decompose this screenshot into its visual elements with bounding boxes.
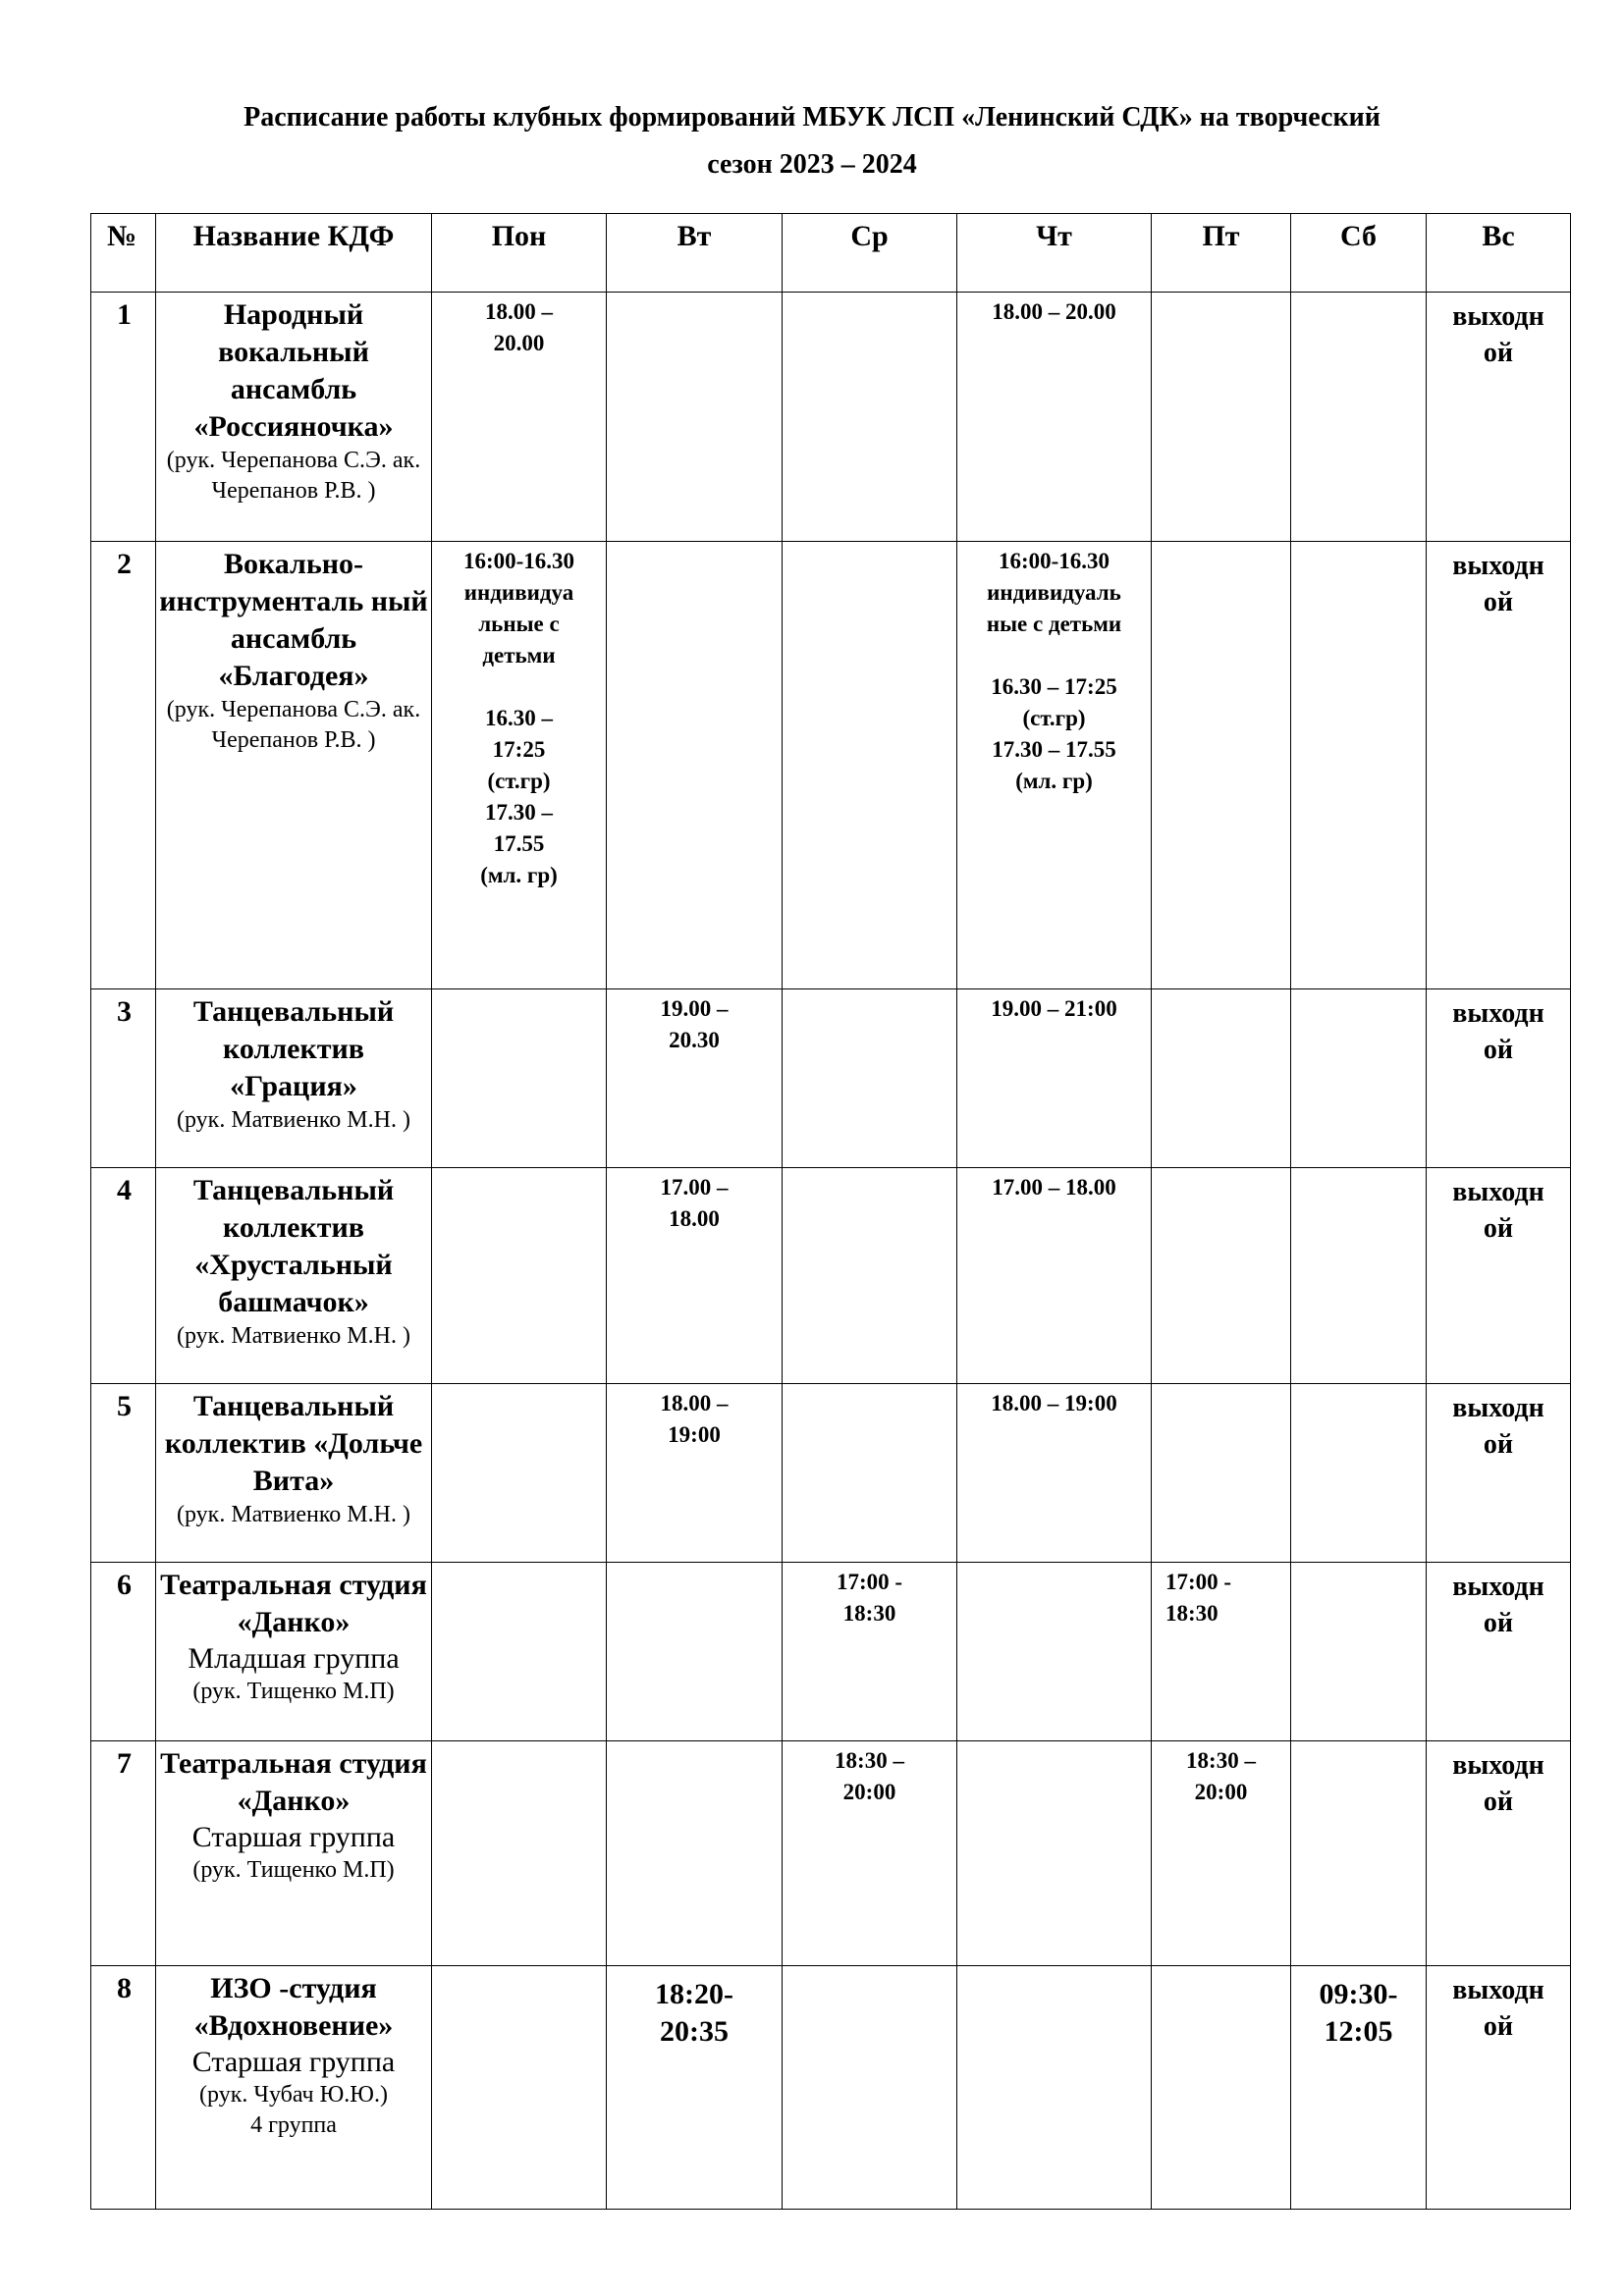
header-row: [91, 214, 1571, 293]
cell-wed: 18:30 – 20:00: [783, 1741, 957, 1966]
cell-tue: [607, 542, 783, 989]
cell-tue: 18.00 – 19:00: [607, 1384, 783, 1563]
group-lead: (рук. Матвиенко М.Н. ): [177, 1502, 410, 1527]
cell-sun: выходн ой: [1427, 1563, 1571, 1741]
table-row: [91, 1563, 1571, 1741]
cell-thu: 17.00 – 18.00: [957, 1168, 1152, 1384]
cell-wed: [783, 1966, 957, 2210]
group-name: ИЗО -студия «Вдохновение»: [193, 1972, 394, 2042]
cell-thu: [957, 1741, 1152, 1966]
group-lead: (рук. Матвиенко М.Н. ): [177, 1323, 410, 1349]
header-wed: Ср: [783, 214, 957, 293]
cell-thu: [957, 1563, 1152, 1741]
cell-sat: [1291, 1563, 1427, 1741]
group-extra: 4 группа: [250, 2112, 337, 2138]
group-name: Театральная студия «Данко»: [160, 1747, 427, 1817]
cell-fri: [1152, 293, 1291, 542]
cell-tue: 18:20- 20:35: [607, 1966, 783, 2210]
cell-sun: выходн ой: [1427, 1741, 1571, 1966]
group-lead: (рук. Тищенко М.П): [192, 1857, 395, 1883]
group-name-cell: [156, 293, 432, 542]
header-tue: Вт: [607, 214, 783, 293]
group-name: Танцевальный коллектив «Хрустальный башмачок»: [192, 1174, 395, 1318]
cell-mon: [432, 1563, 607, 1741]
group-name-cell: [156, 1168, 432, 1384]
header-mon: Пон: [432, 214, 607, 293]
cell-sat: [1291, 989, 1427, 1168]
table-row: [91, 1168, 1571, 1384]
cell-thu: 18.00 – 20.00: [957, 293, 1152, 542]
group-lead: (рук. Тищенко М.П): [192, 1679, 395, 1704]
group-name-cell: [156, 1384, 432, 1563]
schedule-table: [90, 213, 1571, 2210]
cell-tue: [607, 1563, 783, 1741]
cell-sat: [1291, 542, 1427, 989]
row-number: 6: [91, 1563, 156, 1741]
cell-tue: [607, 293, 783, 542]
page-title: [90, 94, 1534, 188]
cell-sat: [1291, 293, 1427, 542]
group-lead: (рук. Черепанова С.Э. ак. Черепанов Р.В. ): [166, 697, 421, 753]
cell-thu: [957, 1966, 1152, 2210]
cell-mon: [432, 1741, 607, 1966]
table-row: [91, 989, 1571, 1168]
cell-sat: [1291, 1168, 1427, 1384]
header-fri: Пт: [1152, 214, 1291, 293]
title-line-1: Расписание работы клубных формирований МБУК ЛСП «Ленинский СДК» на творческий: [244, 102, 1380, 133]
cell-fri: 17:00 - 18:30: [1152, 1563, 1291, 1741]
header-sat: Сб: [1291, 214, 1427, 293]
table-row: [91, 293, 1571, 542]
group-subgroup: Младшая группа: [188, 1642, 400, 1675]
group-name: Вокально-инструменталь ный ансамбль «Благодея»: [159, 548, 428, 692]
cell-sat: [1291, 1741, 1427, 1966]
group-name-cell: [156, 989, 432, 1168]
group-name-cell: [156, 1741, 432, 1966]
cell-tue: [607, 1741, 783, 1966]
row-number: 2: [91, 542, 156, 989]
cell-tue: 19.00 – 20.30: [607, 989, 783, 1168]
cell-mon: [432, 989, 607, 1168]
table-row: [91, 1966, 1571, 2210]
cell-fri: [1152, 989, 1291, 1168]
table-row: [91, 1384, 1571, 1563]
row-number: 4: [91, 1168, 156, 1384]
cell-thu: 16:00-16.30 индивидуаль ные с детьми 16.30 – 17:25 (ст.гр) 17.30 – 17.55 (мл. гр): [957, 542, 1152, 989]
cell-thu: 19.00 – 21:00: [957, 989, 1152, 1168]
cell-sat: [1291, 1384, 1427, 1563]
group-name: Танцевальный коллектив «Дольче Вита»: [164, 1390, 423, 1497]
cell-thu: 18.00 – 19:00: [957, 1384, 1152, 1563]
header-sun: Вс: [1427, 214, 1571, 293]
cell-wed: [783, 542, 957, 989]
cell-sun: выходн ой: [1427, 1384, 1571, 1563]
table-row: [91, 1741, 1571, 1966]
group-name: Театральная студия «Данко»: [160, 1569, 427, 1638]
group-lead: (рук. Чубач Ю.Ю.): [199, 2082, 388, 2108]
header-name: Название КДФ: [156, 214, 432, 293]
row-number: 3: [91, 989, 156, 1168]
group-name-cell: [156, 1966, 432, 2210]
group-name-cell: [156, 542, 432, 989]
cell-sun: выходн ой: [1427, 989, 1571, 1168]
group-lead: (рук. Матвиенко М.Н. ): [177, 1107, 410, 1133]
group-name: Танцевальный коллектив «Грация»: [192, 995, 395, 1102]
group-subgroup: Старшая группа: [191, 2046, 396, 2078]
title-line-2: сезон 2023 – 2024: [707, 149, 917, 180]
row-number: 1: [91, 293, 156, 542]
table-row: [91, 542, 1571, 989]
row-number: 8: [91, 1966, 156, 2210]
cell-sat: 09:30- 12:05: [1291, 1966, 1427, 2210]
cell-fri: [1152, 542, 1291, 989]
cell-sun: выходн ой: [1427, 1168, 1571, 1384]
cell-sun: выходн ой: [1427, 293, 1571, 542]
cell-mon: 16:00-16.30 индивидуа льные с детьми 16.30 – 17:25 (ст.гр) 17.30 – 17.55 (мл. гр): [432, 542, 607, 989]
header-number: №: [91, 214, 156, 293]
cell-wed: [783, 293, 957, 542]
cell-fri: [1152, 1384, 1291, 1563]
cell-mon: [432, 1966, 607, 2210]
cell-fri: [1152, 1966, 1291, 2210]
group-name-cell: [156, 1563, 432, 1741]
cell-sun: выходн ой: [1427, 542, 1571, 989]
group-subgroup: Старшая группа: [191, 1821, 396, 1853]
row-number: 5: [91, 1384, 156, 1563]
cell-wed: [783, 1168, 957, 1384]
cell-wed: [783, 989, 957, 1168]
row-number: 7: [91, 1741, 156, 1966]
cell-sun: выходн ой: [1427, 1966, 1571, 2210]
cell-mon: 18.00 – 20.00: [432, 293, 607, 542]
cell-mon: [432, 1384, 607, 1563]
cell-mon: [432, 1168, 607, 1384]
cell-wed: 17:00 - 18:30: [783, 1563, 957, 1741]
group-name: Народный вокальный ансамбль «Россияночка»: [193, 298, 394, 443]
cell-wed: [783, 1384, 957, 1563]
header-thu: Чт: [957, 214, 1152, 293]
cell-fri: 18:30 – 20:00: [1152, 1741, 1291, 1966]
group-lead: (рук. Черепанова С.Э. ак. Черепанов Р.В. ): [166, 448, 421, 504]
cell-tue: 17.00 – 18.00: [607, 1168, 783, 1384]
cell-fri: [1152, 1168, 1291, 1384]
